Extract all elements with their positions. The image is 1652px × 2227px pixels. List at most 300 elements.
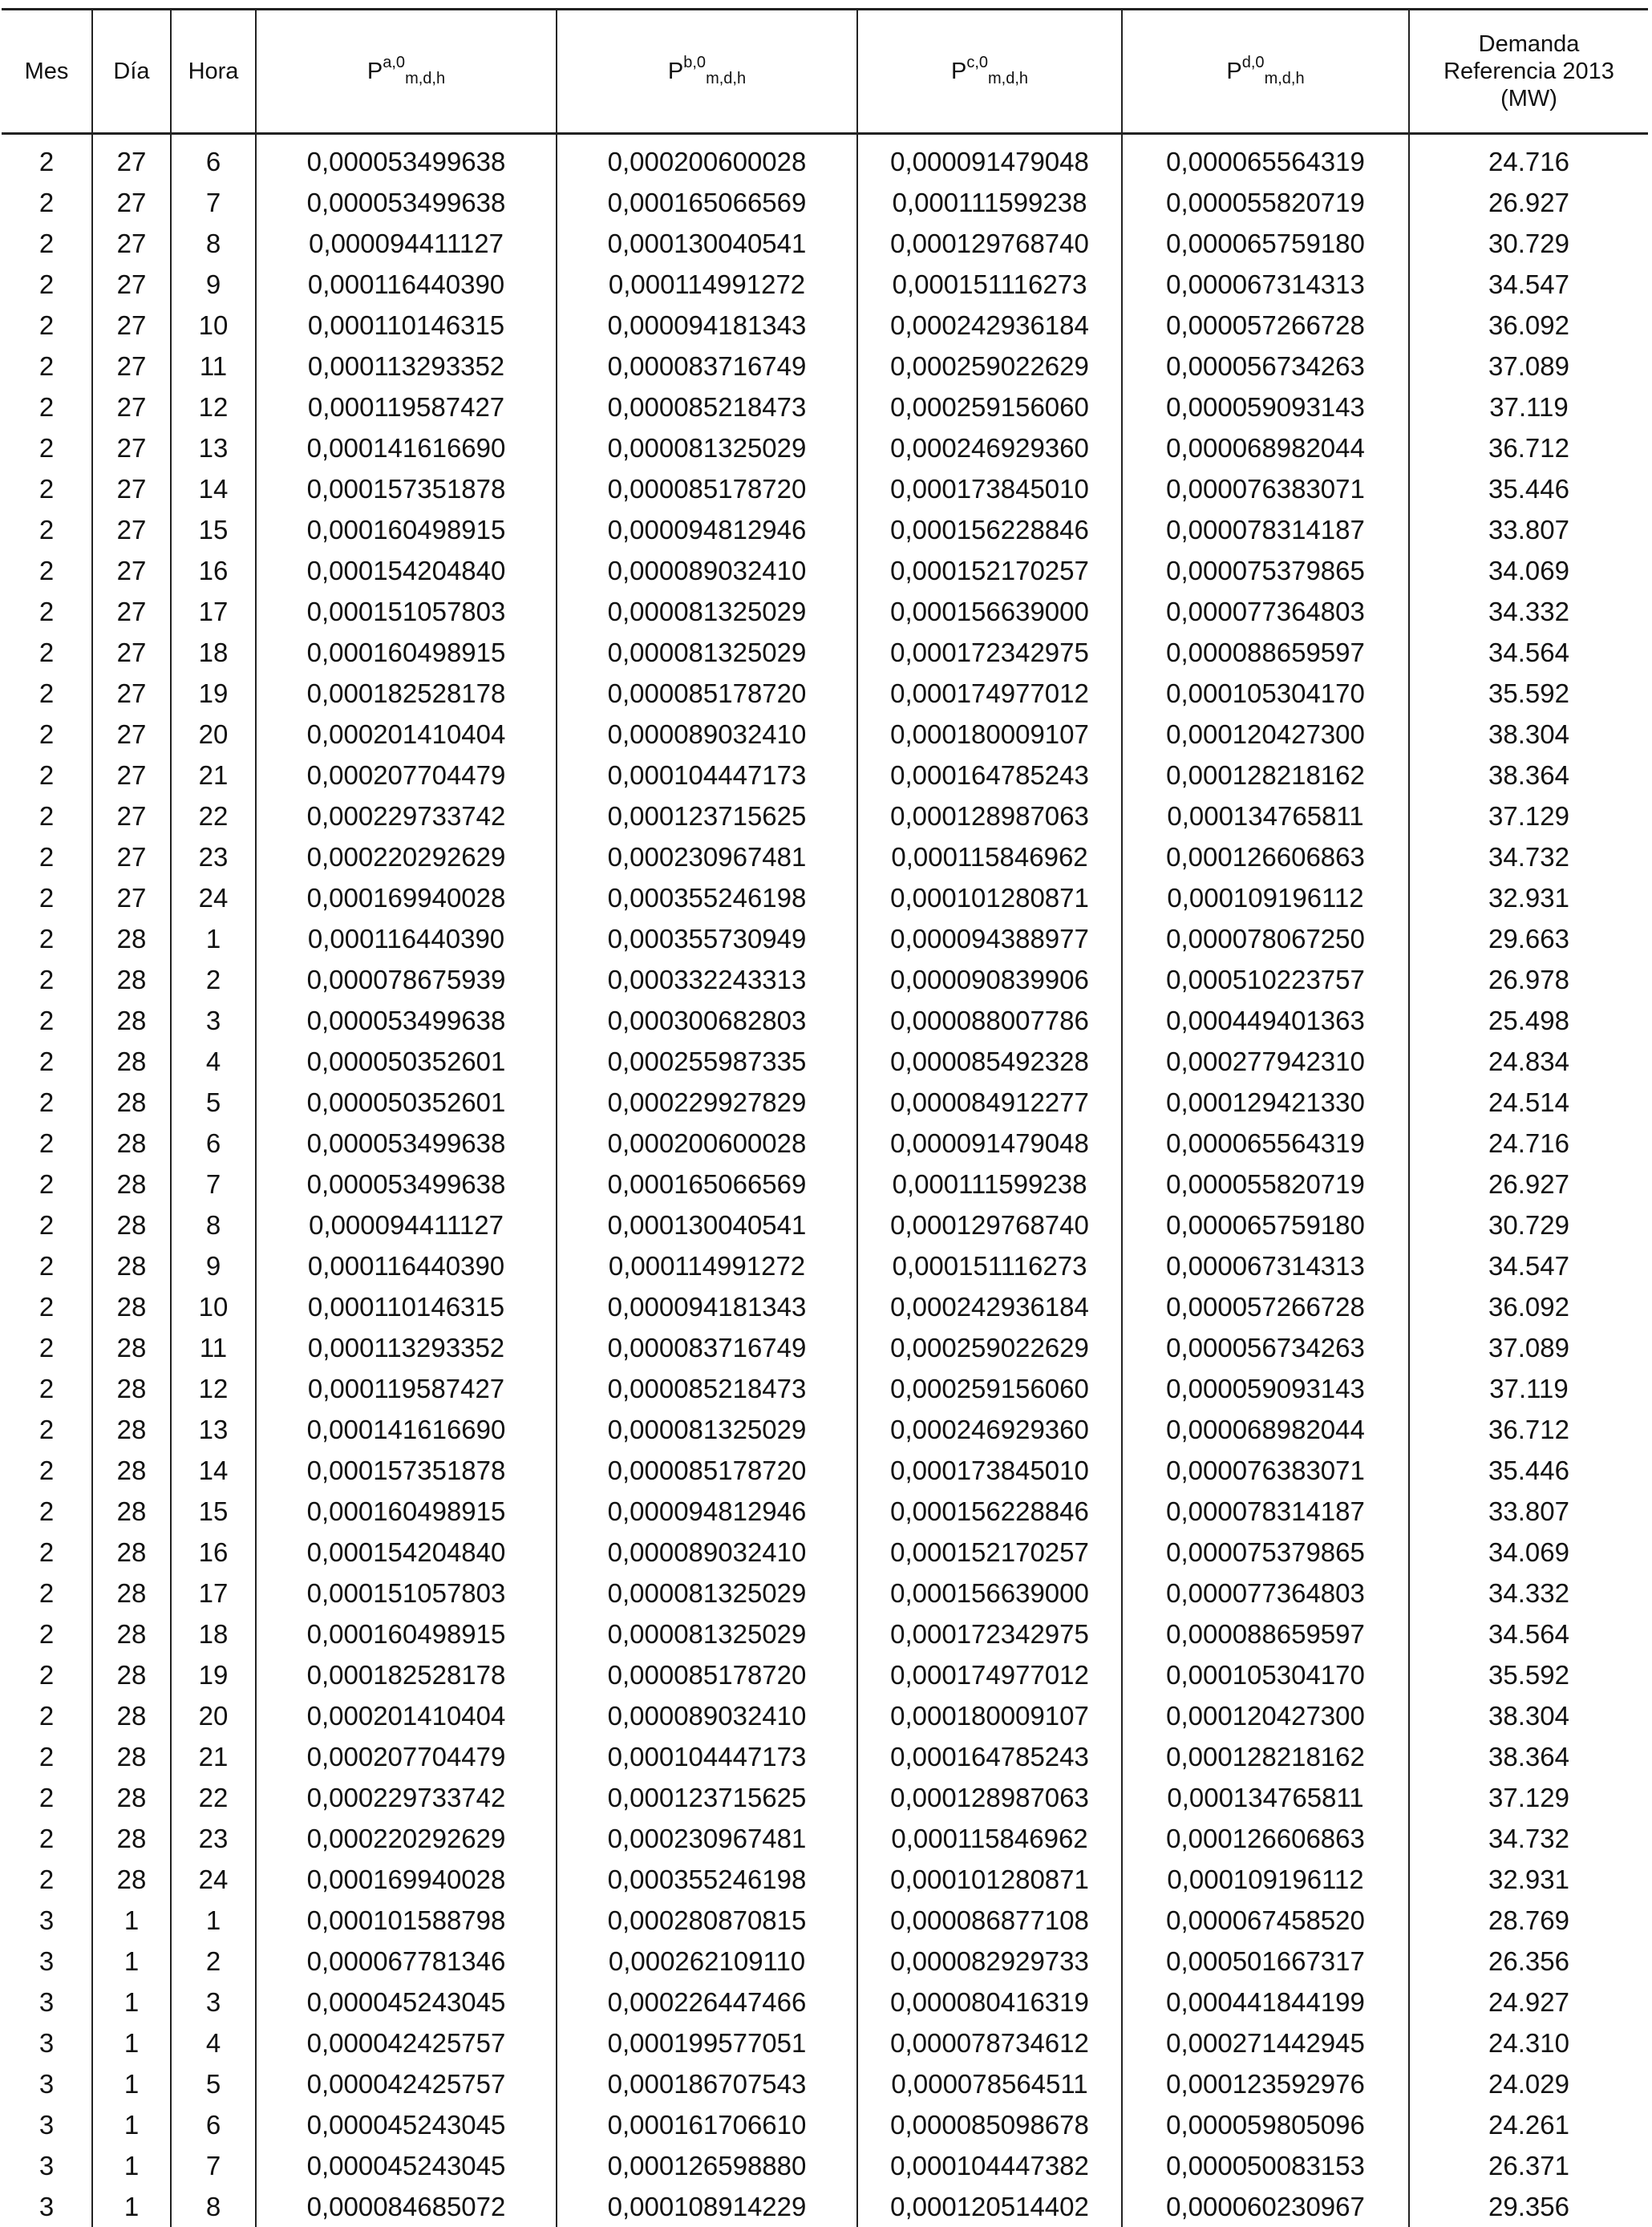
pd-cell: 0,000067458520 [1122, 1900, 1409, 1941]
pd-cell: 0,000105304170 [1122, 673, 1409, 714]
pa-cell: 0,000141616690 [256, 427, 557, 468]
pb-cell: 0,000165066569 [557, 182, 857, 223]
demanda-cell: 37.089 [1409, 346, 1648, 387]
hora-cell: 3 [171, 1982, 256, 2023]
pb-cell: 0,000094181343 [557, 1286, 857, 1327]
dia-cell: 28 [92, 1491, 171, 1532]
pb-cell: 0,000186707543 [557, 2063, 857, 2104]
dia-cell: 28 [92, 1859, 171, 1900]
mes-cell: 2 [2, 550, 92, 591]
pa-cell: 0,000201410404 [256, 714, 557, 755]
dia-cell: 28 [92, 1164, 171, 1205]
pa-cell: 0,000053499638 [256, 1164, 557, 1205]
pc-cell: 0,000128987063 [857, 796, 1122, 836]
hora-cell: 12 [171, 387, 256, 427]
dia-cell: 27 [92, 134, 171, 183]
pa-cell: 0,000182528178 [256, 673, 557, 714]
hora-cell: 18 [171, 632, 256, 673]
mes-cell: 2 [2, 182, 92, 223]
pb-cell: 0,000114991272 [557, 1245, 857, 1286]
pb-cell: 0,000085218473 [557, 387, 857, 427]
hora-cell: 20 [171, 1695, 256, 1736]
demanda-cell: 38.304 [1409, 714, 1648, 755]
hora-cell: 19 [171, 673, 256, 714]
dia-cell: 1 [92, 1982, 171, 2023]
demanda-cell: 37.119 [1409, 1368, 1648, 1409]
pd-cell: 0,000056734263 [1122, 1327, 1409, 1368]
hora-cell: 4 [171, 1041, 256, 1082]
hora-cell: 11 [171, 346, 256, 387]
pb-cell: 0,000280870815 [557, 1900, 857, 1941]
pa-cell: 0,000053499638 [256, 134, 557, 183]
mes-cell: 2 [2, 836, 92, 877]
demanda-cell: 36.712 [1409, 427, 1648, 468]
pc-cell: 0,000128987063 [857, 1777, 1122, 1818]
demanda-cell: 38.364 [1409, 1736, 1648, 1777]
mes-cell: 3 [2, 2104, 92, 2145]
dia-cell: 28 [92, 1286, 171, 1327]
dia-cell: 27 [92, 632, 171, 673]
mes-cell: 2 [2, 1368, 92, 1409]
pa-cell: 0,000220292629 [256, 1818, 557, 1859]
pc-cell: 0,000090839906 [857, 959, 1122, 1000]
pc-cell: 0,000174977012 [857, 673, 1122, 714]
mes-cell: 2 [2, 1082, 92, 1123]
pc-cell: 0,000259022629 [857, 346, 1122, 387]
mes-cell: 2 [2, 468, 92, 509]
header-pc-sub: m,d,h [988, 70, 1028, 87]
pb-cell: 0,000355730949 [557, 918, 857, 959]
mes-cell: 2 [2, 305, 92, 346]
pc-cell: 0,000242936184 [857, 305, 1122, 346]
pa-cell: 0,000050352601 [256, 1082, 557, 1123]
pb-cell: 0,000108914229 [557, 2186, 857, 2227]
pd-cell: 0,000271442945 [1122, 2023, 1409, 2063]
table-row [2, 1164, 1648, 1205]
mes-cell: 3 [2, 2145, 92, 2186]
mes-cell: 2 [2, 387, 92, 427]
demanda-cell: 36.712 [1409, 1409, 1648, 1450]
pd-cell: 0,000128218162 [1122, 1736, 1409, 1777]
pc-cell: 0,000174977012 [857, 1654, 1122, 1695]
hora-cell: 6 [171, 2104, 256, 2145]
demanda-cell: 29.356 [1409, 2186, 1648, 2227]
table-row [2, 2063, 1648, 2104]
hora-cell: 11 [171, 1327, 256, 1368]
mes-cell: 2 [2, 509, 92, 550]
pb-cell: 0,000262109110 [557, 1941, 857, 1982]
demanda-cell: 34.069 [1409, 550, 1648, 591]
pd-cell: 0,000449401363 [1122, 1000, 1409, 1041]
table-row [2, 1736, 1648, 1777]
dia-cell: 28 [92, 918, 171, 959]
pa-cell: 0,000110146315 [256, 1286, 557, 1327]
pc-cell: 0,000091479048 [857, 134, 1122, 183]
pc-cell: 0,000172342975 [857, 1614, 1122, 1654]
pd-cell: 0,000129421330 [1122, 1082, 1409, 1123]
header-hora: Hora [171, 10, 256, 134]
pc-cell: 0,000094388977 [857, 918, 1122, 959]
demanda-cell: 24.514 [1409, 1082, 1648, 1123]
pa-cell: 0,000154204840 [256, 1532, 557, 1573]
pb-cell: 0,000230967481 [557, 1818, 857, 1859]
mes-cell: 2 [2, 632, 92, 673]
mes-cell: 3 [2, 1900, 92, 1941]
header-demanda-line3: (MW) [1415, 85, 1643, 112]
hora-cell: 20 [171, 714, 256, 755]
pd-cell: 0,000060230967 [1122, 2186, 1409, 2227]
pd-cell: 0,000077364803 [1122, 1573, 1409, 1614]
table-row [2, 591, 1648, 632]
table-row [2, 1409, 1648, 1450]
dia-cell: 28 [92, 1818, 171, 1859]
demanda-cell: 34.547 [1409, 1245, 1648, 1286]
pd-cell: 0,000134765811 [1122, 796, 1409, 836]
dia-cell: 1 [92, 2104, 171, 2145]
demanda-cell: 30.729 [1409, 223, 1648, 264]
demanda-cell: 35.592 [1409, 673, 1648, 714]
pa-cell: 0,000151057803 [256, 1573, 557, 1614]
pc-cell: 0,000084912277 [857, 1082, 1122, 1123]
pb-cell: 0,000226447466 [557, 1982, 857, 2023]
demanda-cell: 24.834 [1409, 1041, 1648, 1082]
hora-cell: 6 [171, 134, 256, 183]
pa-cell: 0,000045243045 [256, 2104, 557, 2145]
header-pc [857, 10, 1122, 134]
pb-cell: 0,000104447173 [557, 1736, 857, 1777]
mes-cell: 2 [2, 1654, 92, 1695]
table-row [2, 1614, 1648, 1654]
pb-cell: 0,000085178720 [557, 1450, 857, 1491]
pb-cell: 0,000085178720 [557, 1654, 857, 1695]
dia-cell: 28 [92, 1245, 171, 1286]
mes-cell: 2 [2, 959, 92, 1000]
table-row [2, 346, 1648, 387]
pb-cell: 0,000255987335 [557, 1041, 857, 1082]
mes-cell: 2 [2, 1409, 92, 1450]
pb-cell: 0,000200600028 [557, 134, 857, 183]
demanda-cell: 34.069 [1409, 1532, 1648, 1573]
pd-cell: 0,000123592976 [1122, 2063, 1409, 2104]
pc-cell: 0,000085098678 [857, 2104, 1122, 2145]
pc-cell: 0,000115846962 [857, 1818, 1122, 1859]
pa-cell: 0,000094411127 [256, 1205, 557, 1245]
pc-cell: 0,000129768740 [857, 223, 1122, 264]
pc-cell: 0,000164785243 [857, 755, 1122, 796]
dia-cell: 27 [92, 836, 171, 877]
dia-cell: 1 [92, 2023, 171, 2063]
mes-cell: 2 [2, 1818, 92, 1859]
table-row [2, 1368, 1648, 1409]
pb-cell: 0,000230967481 [557, 836, 857, 877]
mes-cell: 2 [2, 1614, 92, 1654]
hora-cell: 15 [171, 509, 256, 550]
demanda-cell: 33.807 [1409, 1491, 1648, 1532]
pa-cell: 0,000042425757 [256, 2023, 557, 2063]
dia-cell: 28 [92, 1000, 171, 1041]
pd-cell: 0,000075379865 [1122, 1532, 1409, 1573]
hora-cell: 13 [171, 1409, 256, 1450]
table-row [2, 1041, 1648, 1082]
pb-cell: 0,000200600028 [557, 1123, 857, 1164]
hora-cell: 15 [171, 1491, 256, 1532]
table-row [2, 673, 1648, 714]
table-row [2, 223, 1648, 264]
hora-cell: 7 [171, 182, 256, 223]
pc-cell: 0,000164785243 [857, 1736, 1122, 1777]
pa-cell: 0,000042425757 [256, 2063, 557, 2104]
table-row [2, 1573, 1648, 1614]
mes-cell: 2 [2, 1859, 92, 1900]
pd-cell: 0,000120427300 [1122, 714, 1409, 755]
dia-cell: 27 [92, 387, 171, 427]
pa-cell: 0,000053499638 [256, 182, 557, 223]
table-row [2, 182, 1648, 223]
pd-cell: 0,000065759180 [1122, 223, 1409, 264]
header-pd-sub: m,d,h [1265, 70, 1305, 87]
mes-cell: 2 [2, 1777, 92, 1818]
pa-cell: 0,000053499638 [256, 1000, 557, 1041]
mes-cell: 3 [2, 2063, 92, 2104]
demanda-cell: 24.261 [1409, 2104, 1648, 2145]
pb-cell: 0,000083716749 [557, 346, 857, 387]
table-row [2, 796, 1648, 836]
pa-cell: 0,000160498915 [256, 1491, 557, 1532]
demanda-cell: 38.364 [1409, 755, 1648, 796]
hora-cell: 5 [171, 1082, 256, 1123]
dia-cell: 27 [92, 509, 171, 550]
hora-cell: 4 [171, 2023, 256, 2063]
pc-cell: 0,000091479048 [857, 1123, 1122, 1164]
mes-cell: 2 [2, 1450, 92, 1491]
mes-cell: 2 [2, 1286, 92, 1327]
pa-cell: 0,000119587427 [256, 387, 557, 427]
mes-cell: 2 [2, 1041, 92, 1082]
table-row [2, 1286, 1648, 1327]
dia-cell: 28 [92, 1368, 171, 1409]
pd-cell: 0,000059093143 [1122, 1368, 1409, 1409]
mes-cell: 2 [2, 1000, 92, 1041]
hora-cell: 18 [171, 1614, 256, 1654]
table-row [2, 1532, 1648, 1573]
pd-cell: 0,000109196112 [1122, 1859, 1409, 1900]
table-row [2, 1859, 1648, 1900]
header-demanda-line2: Referencia 2013 [1415, 58, 1643, 85]
pc-cell: 0,000259022629 [857, 1327, 1122, 1368]
pa-cell: 0,000119587427 [256, 1368, 557, 1409]
pd-cell: 0,000126606863 [1122, 836, 1409, 877]
pc-cell: 0,000173845010 [857, 1450, 1122, 1491]
pb-cell: 0,000085178720 [557, 673, 857, 714]
pb-cell: 0,000081325029 [557, 1409, 857, 1450]
table-row [2, 264, 1648, 305]
pa-cell: 0,000160498915 [256, 1614, 557, 1654]
pd-cell: 0,000065564319 [1122, 1123, 1409, 1164]
hora-cell: 21 [171, 755, 256, 796]
demanda-cell: 26.356 [1409, 1941, 1648, 1982]
pd-cell: 0,000134765811 [1122, 1777, 1409, 1818]
pa-cell: 0,000169940028 [256, 877, 557, 918]
table-row [2, 1777, 1648, 1818]
pb-cell: 0,000085178720 [557, 468, 857, 509]
dia-cell: 27 [92, 468, 171, 509]
pc-cell: 0,000129768740 [857, 1205, 1122, 1245]
dia-cell: 27 [92, 591, 171, 632]
header-pa [256, 10, 557, 134]
header-row [2, 10, 1648, 134]
pa-cell: 0,000229733742 [256, 1777, 557, 1818]
dia-cell: 27 [92, 223, 171, 264]
table-row [2, 1245, 1648, 1286]
mes-cell: 2 [2, 1327, 92, 1368]
hora-cell: 24 [171, 1859, 256, 1900]
table-row [2, 468, 1648, 509]
demanda-cell: 24.029 [1409, 2063, 1648, 2104]
hora-cell: 5 [171, 2063, 256, 2104]
dia-cell: 27 [92, 305, 171, 346]
pb-cell: 0,000123715625 [557, 796, 857, 836]
demanda-cell: 36.092 [1409, 305, 1648, 346]
pb-cell: 0,000300682803 [557, 1000, 857, 1041]
pa-cell: 0,000101588798 [256, 1900, 557, 1941]
pa-cell: 0,000182528178 [256, 1654, 557, 1695]
pb-cell: 0,000081325029 [557, 632, 857, 673]
pc-cell: 0,000152170257 [857, 550, 1122, 591]
pa-cell: 0,000207704479 [256, 1736, 557, 1777]
pc-cell: 0,000085492328 [857, 1041, 1122, 1082]
table-row [2, 1123, 1648, 1164]
header-pb-sup: b,0 [683, 54, 706, 71]
table-row [2, 632, 1648, 673]
pc-cell: 0,000078564511 [857, 2063, 1122, 2104]
dia-cell: 28 [92, 1327, 171, 1368]
mes-cell: 2 [2, 346, 92, 387]
pa-cell: 0,000157351878 [256, 468, 557, 509]
table-row [2, 836, 1648, 877]
demanda-cell: 26.371 [1409, 2145, 1648, 2186]
mes-cell: 2 [2, 1205, 92, 1245]
table-row [2, 1000, 1648, 1041]
hora-cell: 8 [171, 223, 256, 264]
pa-cell: 0,000084685072 [256, 2186, 557, 2227]
dia-cell: 1 [92, 2186, 171, 2227]
pd-cell: 0,000109196112 [1122, 877, 1409, 918]
pa-cell: 0,000116440390 [256, 264, 557, 305]
demanda-cell: 25.498 [1409, 1000, 1648, 1041]
pa-cell: 0,000045243045 [256, 1982, 557, 2023]
pd-cell: 0,000068982044 [1122, 427, 1409, 468]
mes-cell: 2 [2, 591, 92, 632]
hora-cell: 2 [171, 959, 256, 1000]
pb-cell: 0,000199577051 [557, 2023, 857, 2063]
demanda-cell: 28.769 [1409, 1900, 1648, 1941]
header-pb-sub: m,d,h [706, 70, 746, 87]
pb-cell: 0,000126598880 [557, 2145, 857, 2186]
pc-cell: 0,000115846962 [857, 836, 1122, 877]
mes-cell: 2 [2, 1736, 92, 1777]
table-row [2, 877, 1648, 918]
dia-cell: 27 [92, 427, 171, 468]
pa-cell: 0,000045243045 [256, 2145, 557, 2186]
pd-cell: 0,000105304170 [1122, 1654, 1409, 1695]
pb-cell: 0,000355246198 [557, 1859, 857, 1900]
pb-cell: 0,000081325029 [557, 1573, 857, 1614]
pa-cell: 0,000116440390 [256, 918, 557, 959]
dia-cell: 28 [92, 1041, 171, 1082]
pd-cell: 0,000076383071 [1122, 468, 1409, 509]
header-pd [1122, 10, 1409, 134]
dia-cell: 1 [92, 1941, 171, 1982]
pc-cell: 0,000156639000 [857, 1573, 1122, 1614]
pd-cell: 0,000067314313 [1122, 1245, 1409, 1286]
mes-cell: 2 [2, 223, 92, 264]
demanda-cell: 34.564 [1409, 632, 1648, 673]
hora-cell: 10 [171, 1286, 256, 1327]
pc-cell: 0,000156228846 [857, 1491, 1122, 1532]
pc-cell: 0,000151116273 [857, 264, 1122, 305]
hora-cell: 24 [171, 877, 256, 918]
header-demanda-line1: Demanda [1415, 30, 1643, 58]
demanda-cell: 35.446 [1409, 1450, 1648, 1491]
table-body [2, 134, 1648, 2227]
dia-cell: 27 [92, 714, 171, 755]
pc-cell: 0,000246929360 [857, 1409, 1122, 1450]
table-row [2, 1818, 1648, 1859]
pb-cell: 0,000114991272 [557, 264, 857, 305]
pd-cell: 0,000077364803 [1122, 591, 1409, 632]
pd-cell: 0,000075379865 [1122, 550, 1409, 591]
pc-cell: 0,000180009107 [857, 714, 1122, 755]
pc-cell: 0,000242936184 [857, 1286, 1122, 1327]
hora-cell: 17 [171, 1573, 256, 1614]
pa-cell: 0,000110146315 [256, 305, 557, 346]
pd-cell: 0,000501667317 [1122, 1941, 1409, 1982]
pc-cell: 0,000111599238 [857, 182, 1122, 223]
mes-cell: 2 [2, 1245, 92, 1286]
hora-cell: 16 [171, 550, 256, 591]
demanda-cell: 24.716 [1409, 1123, 1648, 1164]
mes-cell: 3 [2, 2186, 92, 2227]
hora-cell: 1 [171, 1900, 256, 1941]
dia-cell: 27 [92, 264, 171, 305]
hora-cell: 13 [171, 427, 256, 468]
dia-cell: 1 [92, 2063, 171, 2104]
header-mes: Mes [2, 10, 92, 134]
pc-cell: 0,000104447382 [857, 2145, 1122, 2186]
pd-cell: 0,000078314187 [1122, 1491, 1409, 1532]
pc-cell: 0,000156228846 [857, 509, 1122, 550]
table-row [2, 918, 1648, 959]
table-row [2, 714, 1648, 755]
mes-cell: 2 [2, 264, 92, 305]
header-pa-sub: m,d,h [405, 70, 445, 87]
hora-cell: 10 [171, 305, 256, 346]
demanda-cell: 34.547 [1409, 264, 1648, 305]
header-demanda [1409, 10, 1648, 134]
dia-cell: 28 [92, 1450, 171, 1491]
dia-cell: 28 [92, 1205, 171, 1245]
header-pa-base: P [367, 59, 383, 84]
dia-cell: 28 [92, 1777, 171, 1818]
pa-cell: 0,000160498915 [256, 632, 557, 673]
hora-cell: 9 [171, 264, 256, 305]
pa-cell: 0,000113293352 [256, 346, 557, 387]
dia-cell: 27 [92, 796, 171, 836]
pb-cell: 0,000332243313 [557, 959, 857, 1000]
mes-cell: 2 [2, 1164, 92, 1205]
dia-cell: 27 [92, 182, 171, 223]
pa-cell: 0,000201410404 [256, 1695, 557, 1736]
